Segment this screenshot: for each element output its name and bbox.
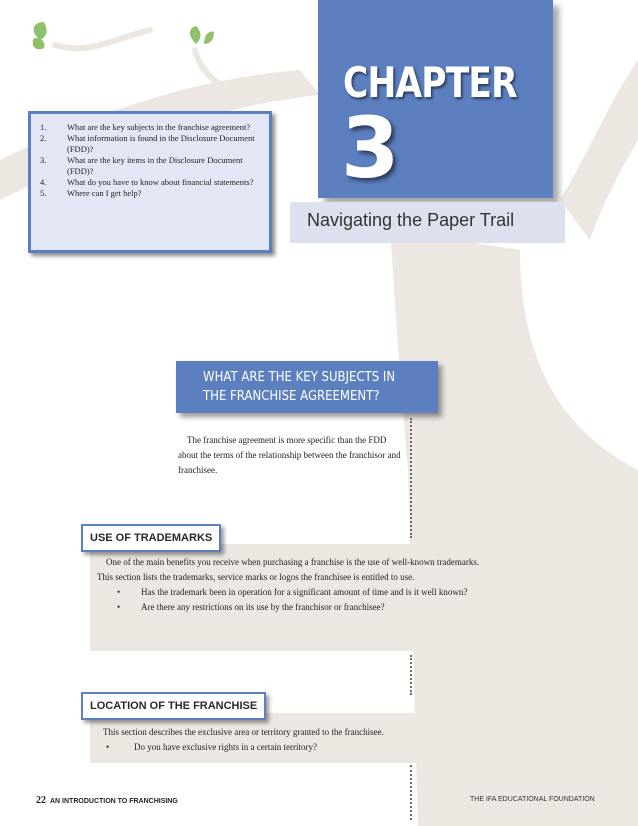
dotted-connector xyxy=(410,418,412,538)
location-body xyxy=(103,725,488,755)
bullet-text: Do you have exclusive rights in a certain territory? xyxy=(134,742,317,752)
bullet-text: Are there any restrictions on its use by the franchisor or franchisee? xyxy=(141,602,385,612)
dotted-connector xyxy=(410,655,412,695)
question-text: What do you have to know about financial statements? xyxy=(67,177,254,187)
footer-publisher: THE IFA EDUCATIONAL FOUNDATION xyxy=(470,796,595,803)
section-heading-line1: WHAT ARE THE KEY SUBJECTS IN xyxy=(203,370,396,385)
chapter-questions-box xyxy=(28,111,272,253)
trademarks-text: One of the main benefits you receive when purchasing a franchise is the use of well-known trademarks. This section lists the trademarks, service marks or logos the franchisee is entitled to use. xyxy=(97,557,480,582)
question-item xyxy=(31,155,269,177)
section-heading xyxy=(203,368,410,406)
question-item xyxy=(31,188,269,199)
question-text: What information is found in the Disclosure Document (FDD)? xyxy=(67,133,255,154)
bullet-text: Has the trademark been in operation for a significant amount of time and is it well known? xyxy=(141,587,468,597)
questions-list xyxy=(31,122,269,199)
bullet-symbol: • xyxy=(117,602,121,612)
question-text: What are the key items in the Disclosure Document (FDD)? xyxy=(67,155,243,176)
bullet-symbol: • xyxy=(117,587,121,597)
trademarks-body xyxy=(97,555,482,615)
question-number: 1. xyxy=(40,122,47,132)
chapter-number: 3 xyxy=(341,99,400,197)
list-item xyxy=(103,740,488,755)
location-text: This section describes the exclusive area or territory granted to the franchisee. xyxy=(103,727,384,737)
list-item xyxy=(97,600,482,615)
location-heading: LOCATION OF THE FRANCHISE xyxy=(81,692,266,720)
list-item xyxy=(97,585,482,600)
question-number: 3. xyxy=(40,155,47,165)
section-heading-line2: THE FRANCHISE AGREEMENT? xyxy=(203,389,380,404)
book-title: AN INTRODUCTION TO FRANCHISING xyxy=(50,798,178,805)
question-item xyxy=(31,177,269,188)
twig-left xyxy=(55,30,150,48)
trademarks-heading: USE OF TRADEMARKS xyxy=(81,524,221,552)
question-number: 4. xyxy=(40,177,47,187)
question-text: What are the key subjects in the franchise agreement? xyxy=(67,122,251,132)
chapter-label: CHAPTER xyxy=(343,58,517,107)
footer-left xyxy=(36,795,178,806)
section-intro: The franchise agreement is more specific than the FDD about the terms of the relationship between the franchisor and franchisee. xyxy=(178,435,401,475)
question-number: 5. xyxy=(40,188,47,198)
question-number: 2. xyxy=(40,133,47,143)
tree-branch-right xyxy=(560,60,638,240)
bullet-symbol: • xyxy=(106,742,110,752)
question-item xyxy=(31,122,269,133)
page-number: 22 xyxy=(36,795,46,806)
chapter-title: Navigating the Paper Trail xyxy=(307,210,515,230)
dotted-connector xyxy=(410,765,412,820)
question-text: Where can I get help? xyxy=(67,188,142,198)
question-item xyxy=(31,133,269,155)
